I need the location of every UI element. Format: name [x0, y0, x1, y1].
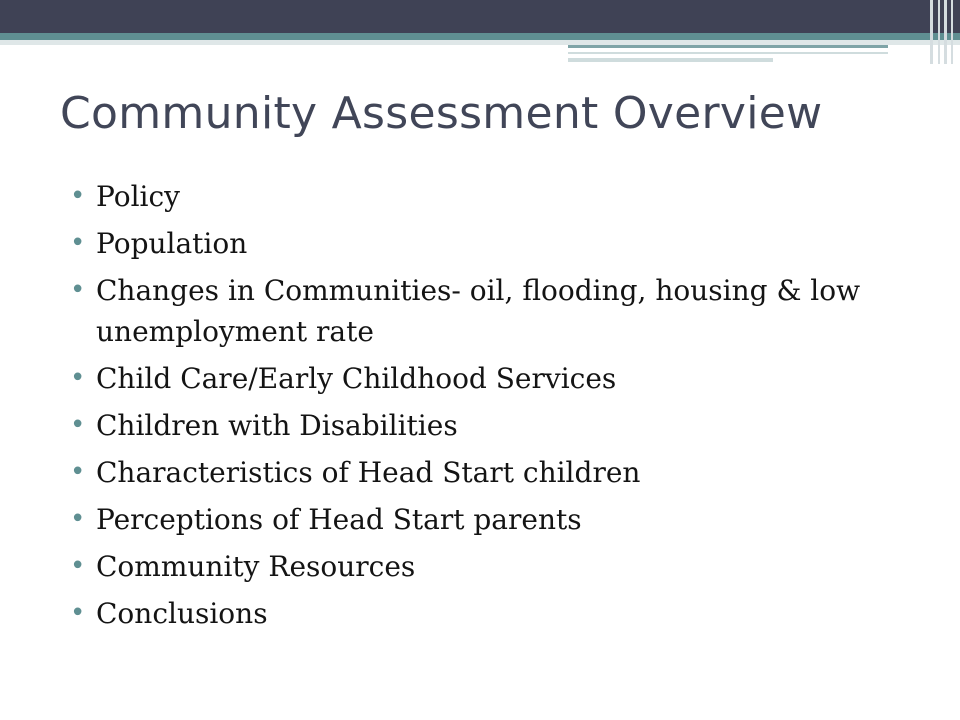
list-item-text: Community Resources: [96, 550, 416, 583]
bullet-icon: •: [70, 504, 86, 534]
header-accent-line: [568, 45, 888, 48]
list-item: [70, 593, 900, 634]
header-stripe: [944, 0, 947, 64]
list-item-text: Child Care/Early Childhood Services: [96, 362, 617, 395]
list-item: [70, 223, 900, 264]
list-item: [70, 452, 900, 493]
header-accent-line: [568, 58, 773, 62]
list-item-text: Changes in Communities- oil, flooding, housing & low unemployment rate: [96, 274, 861, 348]
list-item: [70, 405, 900, 446]
list-item: [70, 499, 900, 540]
list-item-text: Policy: [96, 180, 180, 213]
header-stripe: [951, 0, 953, 64]
bullet-icon: •: [70, 598, 86, 628]
header-accent-line: [568, 52, 888, 54]
header-band-teal: [0, 33, 960, 40]
bullet-icon: •: [70, 275, 86, 305]
bullet-icon: •: [70, 228, 86, 258]
slide-title: Community Assessment Overview: [60, 88, 823, 139]
bullet-icon: •: [70, 181, 86, 211]
list-item: [70, 546, 900, 587]
list-item-text: Perceptions of Head Start parents: [96, 503, 582, 536]
header-stripe: [938, 0, 940, 64]
bullet-icon: •: [70, 410, 86, 440]
list-item: [70, 176, 900, 217]
list-item-text: Children with Disabilities: [96, 409, 458, 442]
header-band-dark: [0, 0, 960, 33]
list-item: [70, 270, 900, 352]
list-item-text: Population: [96, 227, 248, 260]
header-stripe: [930, 0, 933, 64]
bullet-icon: •: [70, 457, 86, 487]
list-item-text: Conclusions: [96, 597, 268, 630]
bullet-list: [70, 176, 900, 640]
bullet-icon: •: [70, 363, 86, 393]
bullet-icon: •: [70, 551, 86, 581]
list-item: [70, 358, 900, 399]
list-item-text: Characteristics of Head Start children: [96, 456, 641, 489]
